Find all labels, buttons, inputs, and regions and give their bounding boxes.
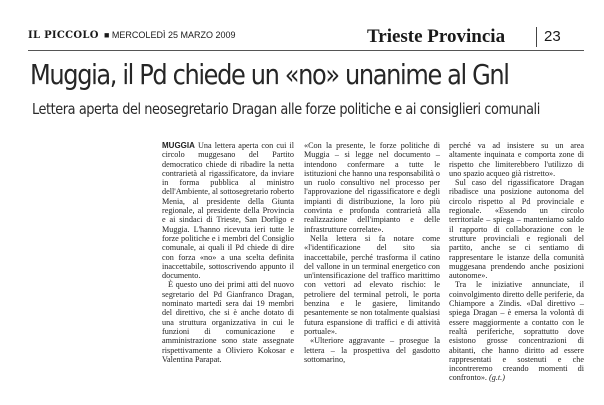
column-3-paragraph-3 bbox=[449, 280, 584, 382]
article-column-3 bbox=[449, 141, 584, 383]
masthead bbox=[28, 26, 583, 46]
column-2-paragraph-3: «Ulteriore aggravante – prosegue la lettera – la prospettiva del gasdotto sottomarino, bbox=[304, 336, 440, 364]
column-1-paragraph-1-text: Una lettera aperta con cui il circolo muggesano del Partito democratico chiede di ribadire la netta contrarietà al rigassificatore, da inviare in forma pubblica al ministro dell'Ambiente, al sottosegretario roberto Menia, al presidente della Giunta regionale, al presidente della Provincia e ai sindaci di Trieste, San Dorligo e Muggia. L'hanno ricevuta ieri tutte le forze politiche e i membri del Consiglio comunale, ai quali il Pd chiede di dire con forza «no» a una scelta definita inaccettabile, sottoscrivendo appunto il documento. bbox=[162, 141, 294, 281]
article-headline: Muggia, il Pd chiede un «no» unanime al Gnl bbox=[30, 58, 509, 91]
section-title: Trieste Provincia bbox=[367, 26, 506, 47]
column-1-paragraph-2: È questo uno dei primi atti del nuovo segretario del Pd Gianfranco Dragan, nominato martedì sera dai 19 membri del direttivo, che si è anche dotato di una struttura organizzativa in cui le funzioni di comunicazione e amministrazione sono state assegnate rispettivamente a Oliviero Kokosar e Valentina Parapat. bbox=[162, 280, 294, 364]
masthead-rule bbox=[28, 50, 584, 51]
issue-date: ■ MERCOLEDÌ 25 MARZO 2009 bbox=[104, 30, 236, 40]
newspaper-name: IL PICCOLO bbox=[28, 30, 99, 41]
column-3-paragraph-3-text: Tra le iniziative annunciate, il coinvolgimento diretto delle periferie, da Chiampore a Zindis. «Dal direttivo – spiega Dragan – è emersa la volontà di essere maggiormente a contatto con le realtà periferiche, soprattutto dove esistono grosse concentrazioni di abitanti, che hanno diritto ad essere rappresentati e sostenuti e che incontreremo creando momenti di confronto». bbox=[449, 280, 584, 383]
article-column-1 bbox=[162, 141, 294, 364]
column-3-paragraph-1: perché va ad insistere su un area altamente inquinata e comporta zone di rispetto che limiterebbero l'utilizzo di uno spazio acqueo già ristretto». bbox=[449, 141, 584, 178]
section-divider bbox=[536, 27, 537, 47]
article-subheadline: Lettera aperta del neosegretario Dragan alle forze politiche e ai consiglieri comunali bbox=[32, 100, 540, 118]
column-2-paragraph-1: «Con la presente, le forze politiche di Muggia – si legge nel documento – intendono confermare a tutte le istituzioni che hanno una responsabilità o un ruolo consultivo nel processo per l'approvazione del rigassificatore e degli impianti di distribuzione, la loro più convinta e profonda contrarietà alla realizzazione dell'impianto e delle infrastrutture correlate». bbox=[304, 141, 440, 234]
column-3-paragraph-2: Sul caso del rigassificatore Dragan ribadisce una posizione autonoma del circolo rispetto al Pd provinciale e regionale. «Essendo un circolo territoriale – spiega – manteniamo saldo il rapporto di collaborazione con le strutture provinciali e regionali del partito, anche se ci sentiamo di rappresentare le istanze della comunità muggesana prendendo anche posizioni autonome». bbox=[449, 178, 584, 281]
column-1-paragraph-1 bbox=[162, 141, 294, 280]
article-column-2 bbox=[304, 141, 440, 364]
column-2-paragraph-2: Nella lettera si fa notare come «l'identificazione del sito sia inaccettabile, perché trasforma il catino del vallone in un terminal energetico con un'intensificazione del traffico marittimo con vettori ad elevato rischio: le petroliere del terminal petroli, le porta benzina e le gasiere, limitando pesantemente se non totalmente qualsiasi futura espansione di traffici e di attività portuale». bbox=[304, 233, 440, 336]
dateline: MUGGIA bbox=[162, 141, 195, 150]
page-number: 23 bbox=[544, 28, 561, 45]
author-signature: (g.t.) bbox=[489, 373, 505, 383]
